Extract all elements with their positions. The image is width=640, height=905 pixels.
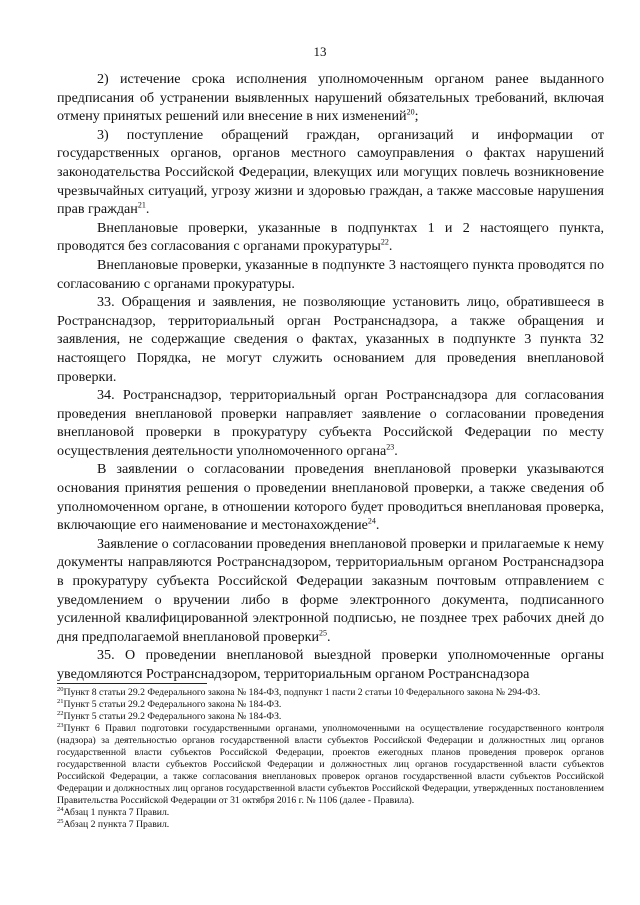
paragraph-34: 34. Ространснадзор, территориальный орган Ространснадзора для согласования проведения внеплановой проверки направляет заявление о согласовании проведения внеплановой проверки в прокуратуру субъекта Российской Федерации по месту осуществления деятельности уполномоченного органа$^{23}$. xyxy=(57,387,604,459)
paragraph-with-approval: Внеплановые проверки, указанные в подпункте 3 настоящего пункта проводятся по согласованию с органами прокуратуры. xyxy=(57,256,604,292)
footnote-24: $^{24}$Абзац 1 пункта 7 Правил. xyxy=(57,805,170,818)
footnote-ref: 24 xyxy=(367,516,376,526)
paragraph-appeals: 3) поступление обращений граждан, организаций и информации от государственных органов, органов местного самоуправления о фактах нарушений законодательства Российской Федерации, влекущих или могущих повлечь возникновение чрезвычайных ситуаций, угрозу жизни и здоровью граждан, а также массовые нарушения прав граждан$^{21}$. xyxy=(57,126,604,218)
paragraph-application-sending: Заявление о согласовании проведения внеплановой проверки и прилагаемые к нему документы направляются Ространснадзором, территориальным органом Ространснадзора в прокуратуру субъекта Российской Федерации заказным почтовым отправлением с уведомлением о вручении либо в форме электронного документа, подписанного усиленной квалифицированной электронной подписью, не позднее трех рабочих дней до дня предполагаемой внеплановой проверки$^{25}$. xyxy=(57,535,604,645)
footnote-25: $^{25}$Абзац 2 пункта 7 Правил. xyxy=(57,817,170,830)
paragraph-33: 33. Обращения и заявления, не позволяющие установить лицо, обратившееся в Ространснадзор, территориальный орган Ространснадзора, а также обращения и заявления, не содержащие сведения о фактах, указанных в подпункте 3 пункта 32 настоящего Порядка, не могут служить основанием для проведения внеплановой проверки. xyxy=(57,294,604,385)
footnote-divider xyxy=(57,683,207,684)
footnote-22: $^{22}$Пункт 5 статьи 29.2 Федерального закона № 184-ФЗ. xyxy=(57,709,282,722)
document-body xyxy=(57,70,604,684)
paragraph-expiry: 2) истечение срока исполнения уполномоченным органом ранее выданного предписания об устранении выявленных нарушений обязательных требований, включая отмену принятых решений или внесение в них изменений$^{20}$; xyxy=(57,71,604,125)
footnotes xyxy=(57,687,604,831)
paragraph-no-approval: Внеплановые проверки, указанные в подпунктах 1 и 2 настоящего пункта, проводятся без согласования с органами прокуратуры$^{22}$. xyxy=(57,219,604,255)
footnote-ref: 21 xyxy=(137,200,146,210)
footnote-ref: 22 xyxy=(380,237,389,247)
footnote-ref: 20 xyxy=(406,107,415,117)
footnote-ref: 25 xyxy=(319,628,328,638)
footnote-23: $^{23}$Пункт 6 Правил подготовки государственными органами, уполномоченными на осуществление государственного контроля (надзора) за деятельностью органов государственной власти субъектов Российской Федерации и должностных лиц органов государственной власти субъектов Российской Федерации, проектов ежегодных планов проведения проверок органов государственной власти субъектов Российской Федерации и должностных лиц органов государственной власти субъектов Российской Федерации, а также согласования внеплановых проверок органов государственной власти субъектов Российской Федерации и должностных лиц органов государственной власти субъектов Российской Федерации, утвержденных постановлением Правительства Российской Федерации от 31 октября 2016 г. № 1106 (далее - Правила). xyxy=(57,721,604,806)
footnote-21: $^{21}$Пункт 5 статьи 29.2 Федерального закона № 184-ФЗ. xyxy=(57,697,282,710)
footnote-20: $^{20}$Пункт 8 статьи 29.2 Федерального закона № 184-ФЗ, подпункт 1 пасти 2 статьи 10 Федерального закона № 294-ФЗ. xyxy=(57,685,541,698)
page-number: 13 xyxy=(313,44,327,59)
footnote-ref: 23 xyxy=(386,442,395,452)
paragraph-application-contents: В заявлении о согласовании проведения внеплановой проверки указываются основания принятия решения о проведении внеплановой проверки, а также сведения об уполномоченном органе, в отношении которого будет проводиться внеплановая проверка, включающие его наименование и местонахождение$^{24}$. xyxy=(57,461,604,534)
paragraph-35: 35. О проведении внеплановой выездной проверки уполномоченные органы уведомляются Ространснадзором, территориальным органом Ространснадзора xyxy=(57,647,604,682)
